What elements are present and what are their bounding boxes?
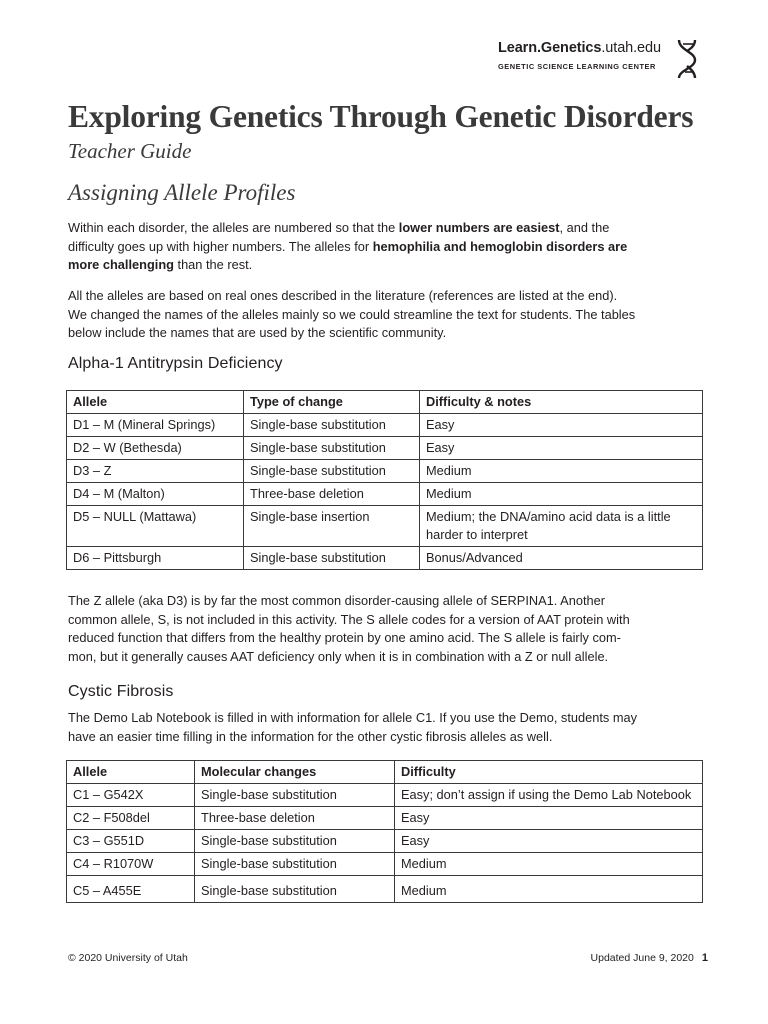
- table-cell: D3 – Z: [67, 460, 244, 483]
- page-subtitle: Teacher Guide: [68, 139, 192, 163]
- column-header: Difficulty: [395, 761, 703, 784]
- table-cell: Single-base substitution: [195, 784, 395, 807]
- footer-updated: [591, 952, 708, 964]
- logo-subtitle: GENETIC SCIENCE LEARNING CENTER: [498, 62, 656, 71]
- table-row: [67, 853, 703, 876]
- table-cell: D2 – W (Bethesda): [67, 437, 244, 460]
- aat-note-paragraph: The Z allele (aka D3) is by far the most common disorder-causing allele of SERPINA1. Another common allele, S, is not included in this activity. The S allele codes for a version of AAT protein with reduced function that differs from the healthy protein by one amino acid. The S allele is fairly com- mon, but it generally causes AAT deficiency only when it is in combination with a Z or null allele.: [68, 593, 630, 664]
- table-cell: C2 – F508del: [67, 807, 195, 830]
- page-title: Exploring Genetics Through Genetic Disorders: [68, 99, 694, 134]
- table-row: [67, 876, 703, 903]
- table-cell: Medium: [420, 460, 703, 483]
- cf-allele-table: [66, 760, 703, 903]
- table-header-row: [67, 761, 703, 784]
- table-cell: Three-base deletion: [244, 483, 420, 506]
- table-cell: C5 – A455E: [67, 876, 195, 903]
- page-number: 1: [701, 952, 708, 964]
- table-cell: Medium: [420, 483, 703, 506]
- table-row: [67, 807, 703, 830]
- table-cell: Easy; don’t assign if using the Demo Lab Notebook: [395, 784, 703, 807]
- section-title: Assigning Allele Profiles: [68, 180, 296, 205]
- logo-wordmark: Learn.Genetics.utah.edu: [498, 40, 661, 56]
- table-row: [67, 506, 703, 547]
- column-header: Allele: [67, 761, 195, 784]
- column-header: Allele: [67, 391, 244, 414]
- table-row: [67, 414, 703, 437]
- table-cell: Easy: [420, 437, 703, 460]
- table-cell: D4 – M (Malton): [67, 483, 244, 506]
- table-cell: D6 – Pittsburgh: [67, 547, 244, 570]
- dna-icon: [674, 38, 700, 80]
- column-header: Type of change: [244, 391, 420, 414]
- column-header: Molecular changes: [195, 761, 395, 784]
- table-cell: Single-base substitution: [195, 876, 395, 903]
- table-row: [67, 830, 703, 853]
- table-row: [67, 460, 703, 483]
- table-cell: Single-base substitution: [244, 437, 420, 460]
- updated-date: Updated June 9, 2020: [590, 952, 694, 964]
- table-cell: Easy: [420, 414, 703, 437]
- table-cell: C4 – R1070W: [67, 853, 195, 876]
- cf-heading: Cystic Fibrosis: [68, 683, 174, 700]
- copyright: © 2020 University of Utah: [68, 952, 188, 964]
- learn-genetics-logo: [498, 38, 708, 82]
- table-cell: Single-base substitution: [244, 414, 420, 437]
- table-cell: Single-base insertion: [244, 506, 420, 547]
- table-cell: Medium: [395, 876, 703, 903]
- table-row: [67, 437, 703, 460]
- table-cell: C3 – G551D: [67, 830, 195, 853]
- intro-paragraph: Within each disorder, the alleles are numbered so that the lower numbers are easiest, and the difficulty goes up with higher numbers. The alleles for hemophilia and hemoglobin disorders are more challenging than the rest.: [68, 220, 628, 273]
- table-row: [67, 784, 703, 807]
- table-cell: C1 – G542X: [67, 784, 195, 807]
- table-cell: Easy: [395, 807, 703, 830]
- column-header: Difficulty & notes: [420, 391, 703, 414]
- table-cell: Three-base deletion: [195, 807, 395, 830]
- table-cell: Single-base substitution: [195, 830, 395, 853]
- table-cell: Easy: [395, 830, 703, 853]
- table-cell: Single-base substitution: [244, 460, 420, 483]
- table-cell: Single-base substitution: [195, 853, 395, 876]
- cf-intro-paragraph: The Demo Lab Notebook is filled in with information for allele C1. If you use the Demo, students may have an easier time filling in the information for the other cystic fibrosis alleles as well.: [68, 710, 638, 744]
- table-cell: Medium: [395, 853, 703, 876]
- table-row: [67, 483, 703, 506]
- table-cell: D1 – M (Mineral Springs): [67, 414, 244, 437]
- aat-heading: Alpha-1 Antitrypsin Deficiency: [68, 355, 283, 372]
- literature-paragraph: All the alleles are based on real ones described in the literature (references are listed at the end). We changed the names of the alleles mainly so we could streamline the text for students. The tables below include the names that are used by the scientific community.: [68, 288, 636, 341]
- table-cell: Medium; the DNA/amino acid data is a little harder to interpret: [420, 506, 703, 547]
- table-row: [67, 547, 703, 570]
- table-cell: Bonus/Advanced: [420, 547, 703, 570]
- aat-allele-table: [66, 390, 703, 570]
- table-cell: D5 – NULL (Mattawa): [67, 506, 244, 547]
- table-cell: Single-base substitution: [244, 547, 420, 570]
- table-header-row: [67, 391, 703, 414]
